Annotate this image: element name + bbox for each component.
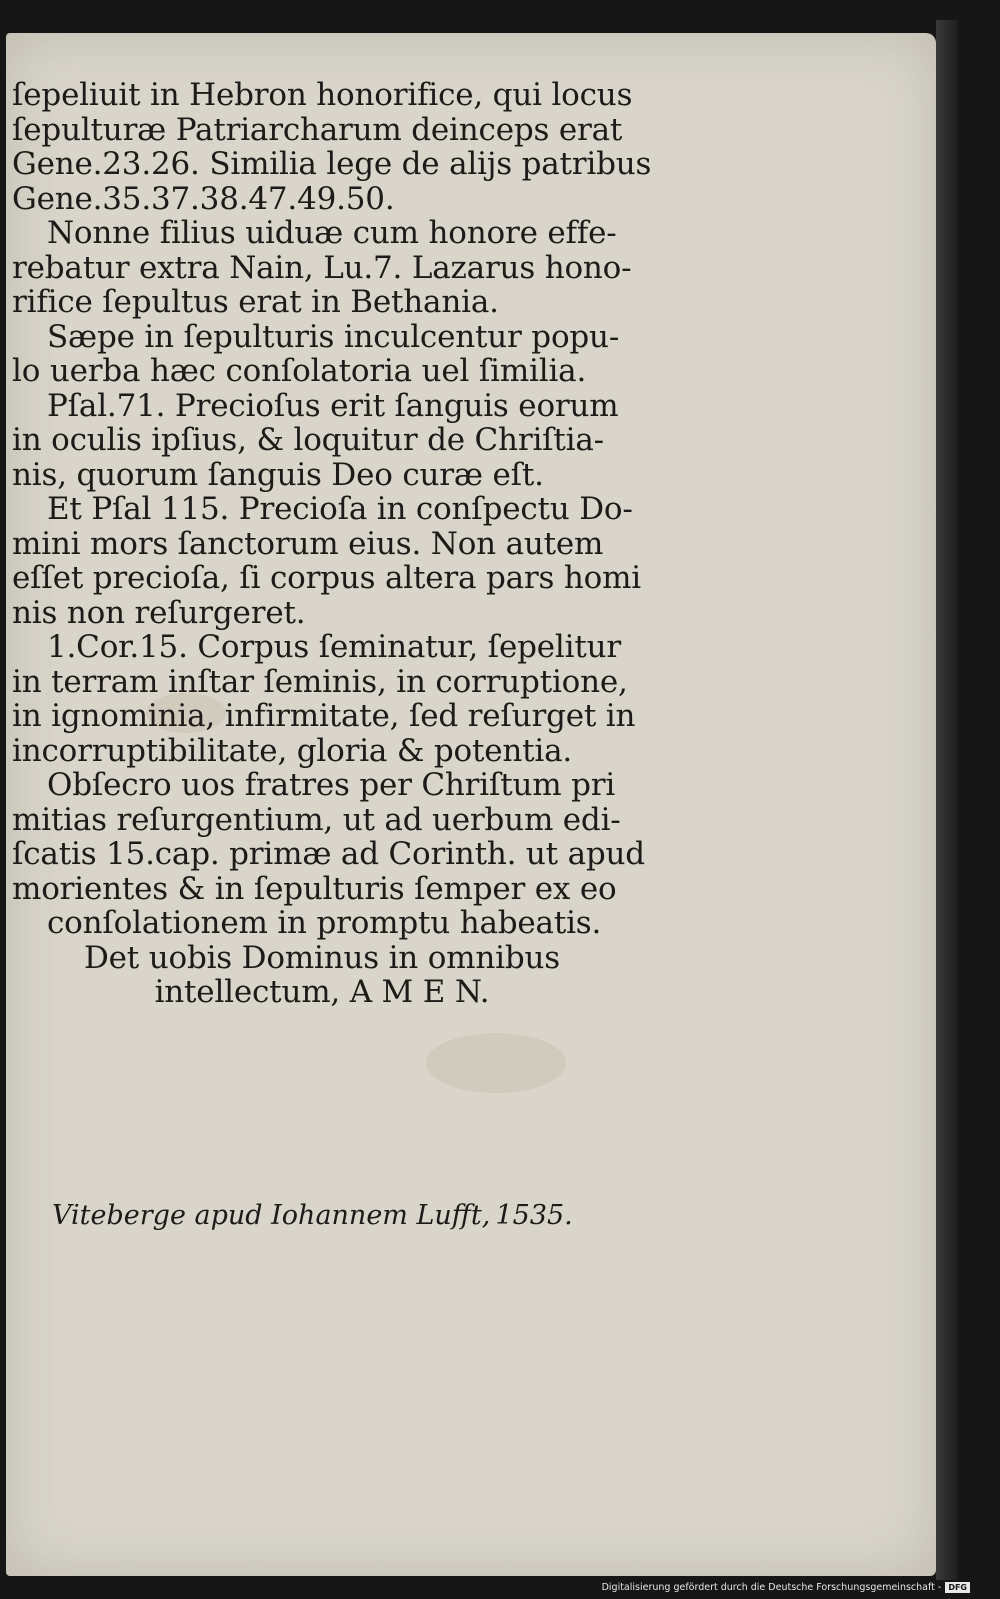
- dfg-logo-icon: DFG: [945, 1582, 970, 1593]
- book-edge: [936, 20, 958, 1580]
- colophon: [52, 1200, 652, 1231]
- text-line: conſolationem in promptu habeatis.: [47, 905, 602, 941]
- text-line: Det uobis Dominus in omnibus: [84, 939, 560, 976]
- text-line: ſepeliuit in Hebron honorifice, qui locus: [12, 77, 633, 113]
- text-line: nis non reſurgeret.: [12, 594, 306, 631]
- colophon-year: 1535.: [495, 1200, 573, 1231]
- text-line: Gene.35.37.38.47.49.50.: [12, 180, 395, 217]
- text-line: ſepulturæ Patriarcharum deinceps erat: [12, 111, 623, 148]
- stain: [426, 1033, 566, 1093]
- text-line: Et Pſal 115. Precioſa in conſpectu Do-: [47, 491, 633, 527]
- text-line: intellectum, A M E N.: [154, 974, 490, 1010]
- text-line: in terram inſtar ſeminis, in corruptione,: [12, 663, 628, 700]
- footer: [602, 1582, 970, 1593]
- text-line: Sæpe in ſepulturis inculcentur popu-: [47, 318, 620, 355]
- text-line: Nonne filius uiduæ cum honore effe-: [47, 215, 617, 251]
- text-line: nis, quorum ſanguis Deo curæ eſt.: [12, 456, 544, 493]
- text-line: morientes & in ſepulturis ſemper ex eo: [12, 870, 617, 907]
- text-line: eſſet precioſa, ſi corpus altera pars homi: [12, 560, 642, 596]
- text-line: ſcatis 15.cap. primæ ad Corinth. ut apud: [12, 836, 645, 872]
- text-line: rifice ſepultus erat in Bethania.: [12, 284, 499, 320]
- text-line: rebatur extra Nain, Lu.7. Lazarus hono-: [12, 249, 632, 286]
- footer-credit: Digitalisierung gefördert durch die Deutsche Forschungsgemeinschaft -: [601, 1582, 942, 1593]
- colophon-text: Viteberge apud Iohannem Lufft,: [52, 1200, 491, 1231]
- text-line: 1.Cor.15. Corpus ſeminatur, ſepelitur: [47, 629, 621, 665]
- text-line: lo uerba hæc conſolatoria uel ſimilia.: [12, 353, 587, 389]
- text-line: Gene.23.26. Similia lege de aliјs patribus: [12, 146, 652, 182]
- text-block: [12, 78, 692, 1010]
- text-line: mitias reſurgentium, ut ad uerbum edi-: [12, 801, 621, 838]
- text-line: mini mors ſanctorum eius. Non autem: [12, 525, 604, 562]
- text-line: in ignominia, infirmitate, ſed reſurget in: [12, 698, 636, 734]
- text-line: Pſal.71. Precioſus erit ſanguis eorum: [47, 387, 619, 424]
- text-line: in oculis ipſius, & loquitur de Chriſtia-: [12, 422, 604, 458]
- text-line: incorruptibilitate, gloria & potentia.: [12, 732, 573, 769]
- text-line: Obſecro uos fratres per Chriſtum pri: [47, 767, 616, 803]
